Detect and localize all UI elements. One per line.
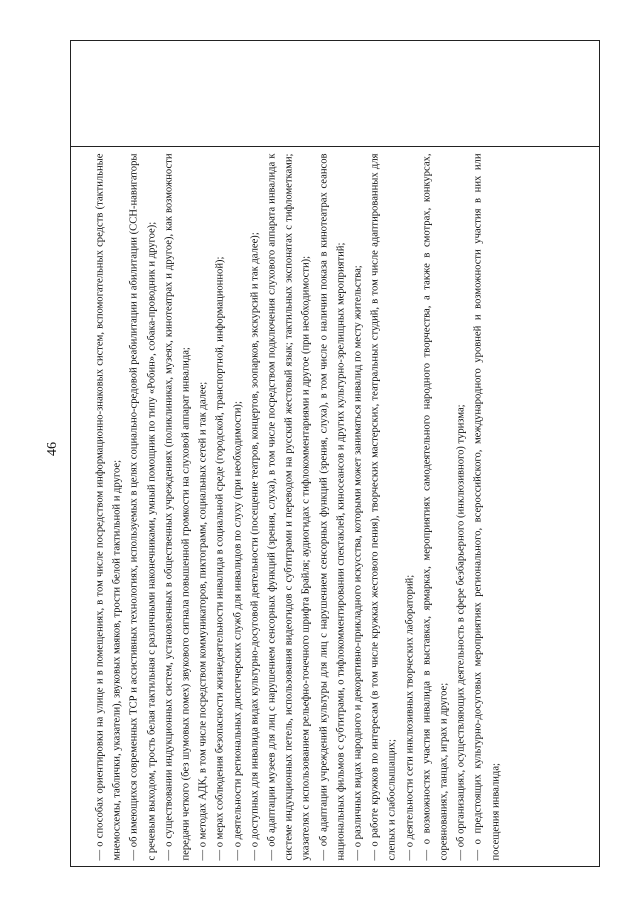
list-item: — об адаптации музеев для лиц с нарушением сенсорных функций (зрения, слуха), в том числе посредством подключения слухового аппарата инвалида к системе индукционных петель, использования видеогидов с субтитрами и переводом на русский жестовый язык; тактильных экспонатах с тифлометками; указателях с использованием рельефно-точечного шрифта Брайля; аудиогидах с тифлокомментариями и другое (при необходимости); <box>266 153 312 861</box>
list-item: — о существовании индукционных систем, установленных в общественных учреждениях (поликлиниках, музеях, кинотеатрах и другое), как возможности передачи четкого (без шумовых помех) звукового сигнала повышенной громкости на слуховой аппарат инвалида; <box>163 153 192 861</box>
list-item: — об организациях, осуществляющих деятельность в сфере безбарьерного (инклюзивного) туризма; <box>455 404 467 861</box>
list-item: — о доступных для инвалида видах культурно-досуговой деятельности (посещение театров, концертов, зоопарков, экскурсий и так далее); <box>249 232 261 861</box>
list-item: — об имеющихся современных ТСР и ассистивных технологиях, используемых в целях социально-средовой реабилитации и абилитации (ССН-навигаторы с речевым выходом, трость белая тактильная с различными наконечниками, умный помощник по типу «Робин», собака-проводник и другое); <box>128 153 158 861</box>
list-item: — о работе кружков по интересам (в том числе кружках жестового пения), творческих мастерских, театральных студий, в том числе адаптированных для слепых и слабослышащих; <box>369 153 398 861</box>
list-item: — о предстоящих культурно-досуговых мероприятиях регионального, всероссийского, международного уровней и возможности участия в них или посещения инвалида; <box>472 153 502 861</box>
list-item: — о деятельности региональных диспетчерских служб для инвалидов по слуху (при необходимости); <box>232 401 244 861</box>
list-item: — об адаптации учреждений культуры для лиц с нарушением сенсорных функций (зрения, слуха), в том числе о наличии показа в кинотеатрах сеансов национальных фильмов с субтитрами, о тифлокомментировании спектаклей, киносеансов и других культурно-зрелищных мероприятий; <box>318 153 347 861</box>
list-item: — о способах ориентировки на улице и в помещениях, в том числе посредством информационно-знаковых систем, вспомогательных средств (тактильные мнемосхемы, таблички, указатели), звуковых маяков, трости белой тактильной и другое; <box>94 153 123 861</box>
table-cell-text <box>92 150 610 865</box>
table-column-divider <box>70 146 600 147</box>
list-item: — о методах АДК, в том числе посредством коммуникаторов, пиктограмм, социальных сетей и так далее; <box>197 381 209 861</box>
list-item: — о различных видах народного и декоративно-прикладного искусства, которыми может заниматься инвалид по месту жительства; <box>352 265 364 861</box>
list-item: — о мерах соблюдения безопасности жизнедеятельности инвалида в социальной среде (городской, транспортной, информационной); <box>214 256 226 861</box>
page-number: 46 <box>45 442 60 456</box>
list-item: — о возможностях участия инвалида в выставках, ярмарках, мероприятиях самодеятельного народного творчества, а также в смотрах, конкурсах, соревнованиях, танцах, играх и другое; <box>421 153 450 861</box>
list-item: — о деятельности сети инклюзивных творческих лабораторий; <box>404 574 416 861</box>
